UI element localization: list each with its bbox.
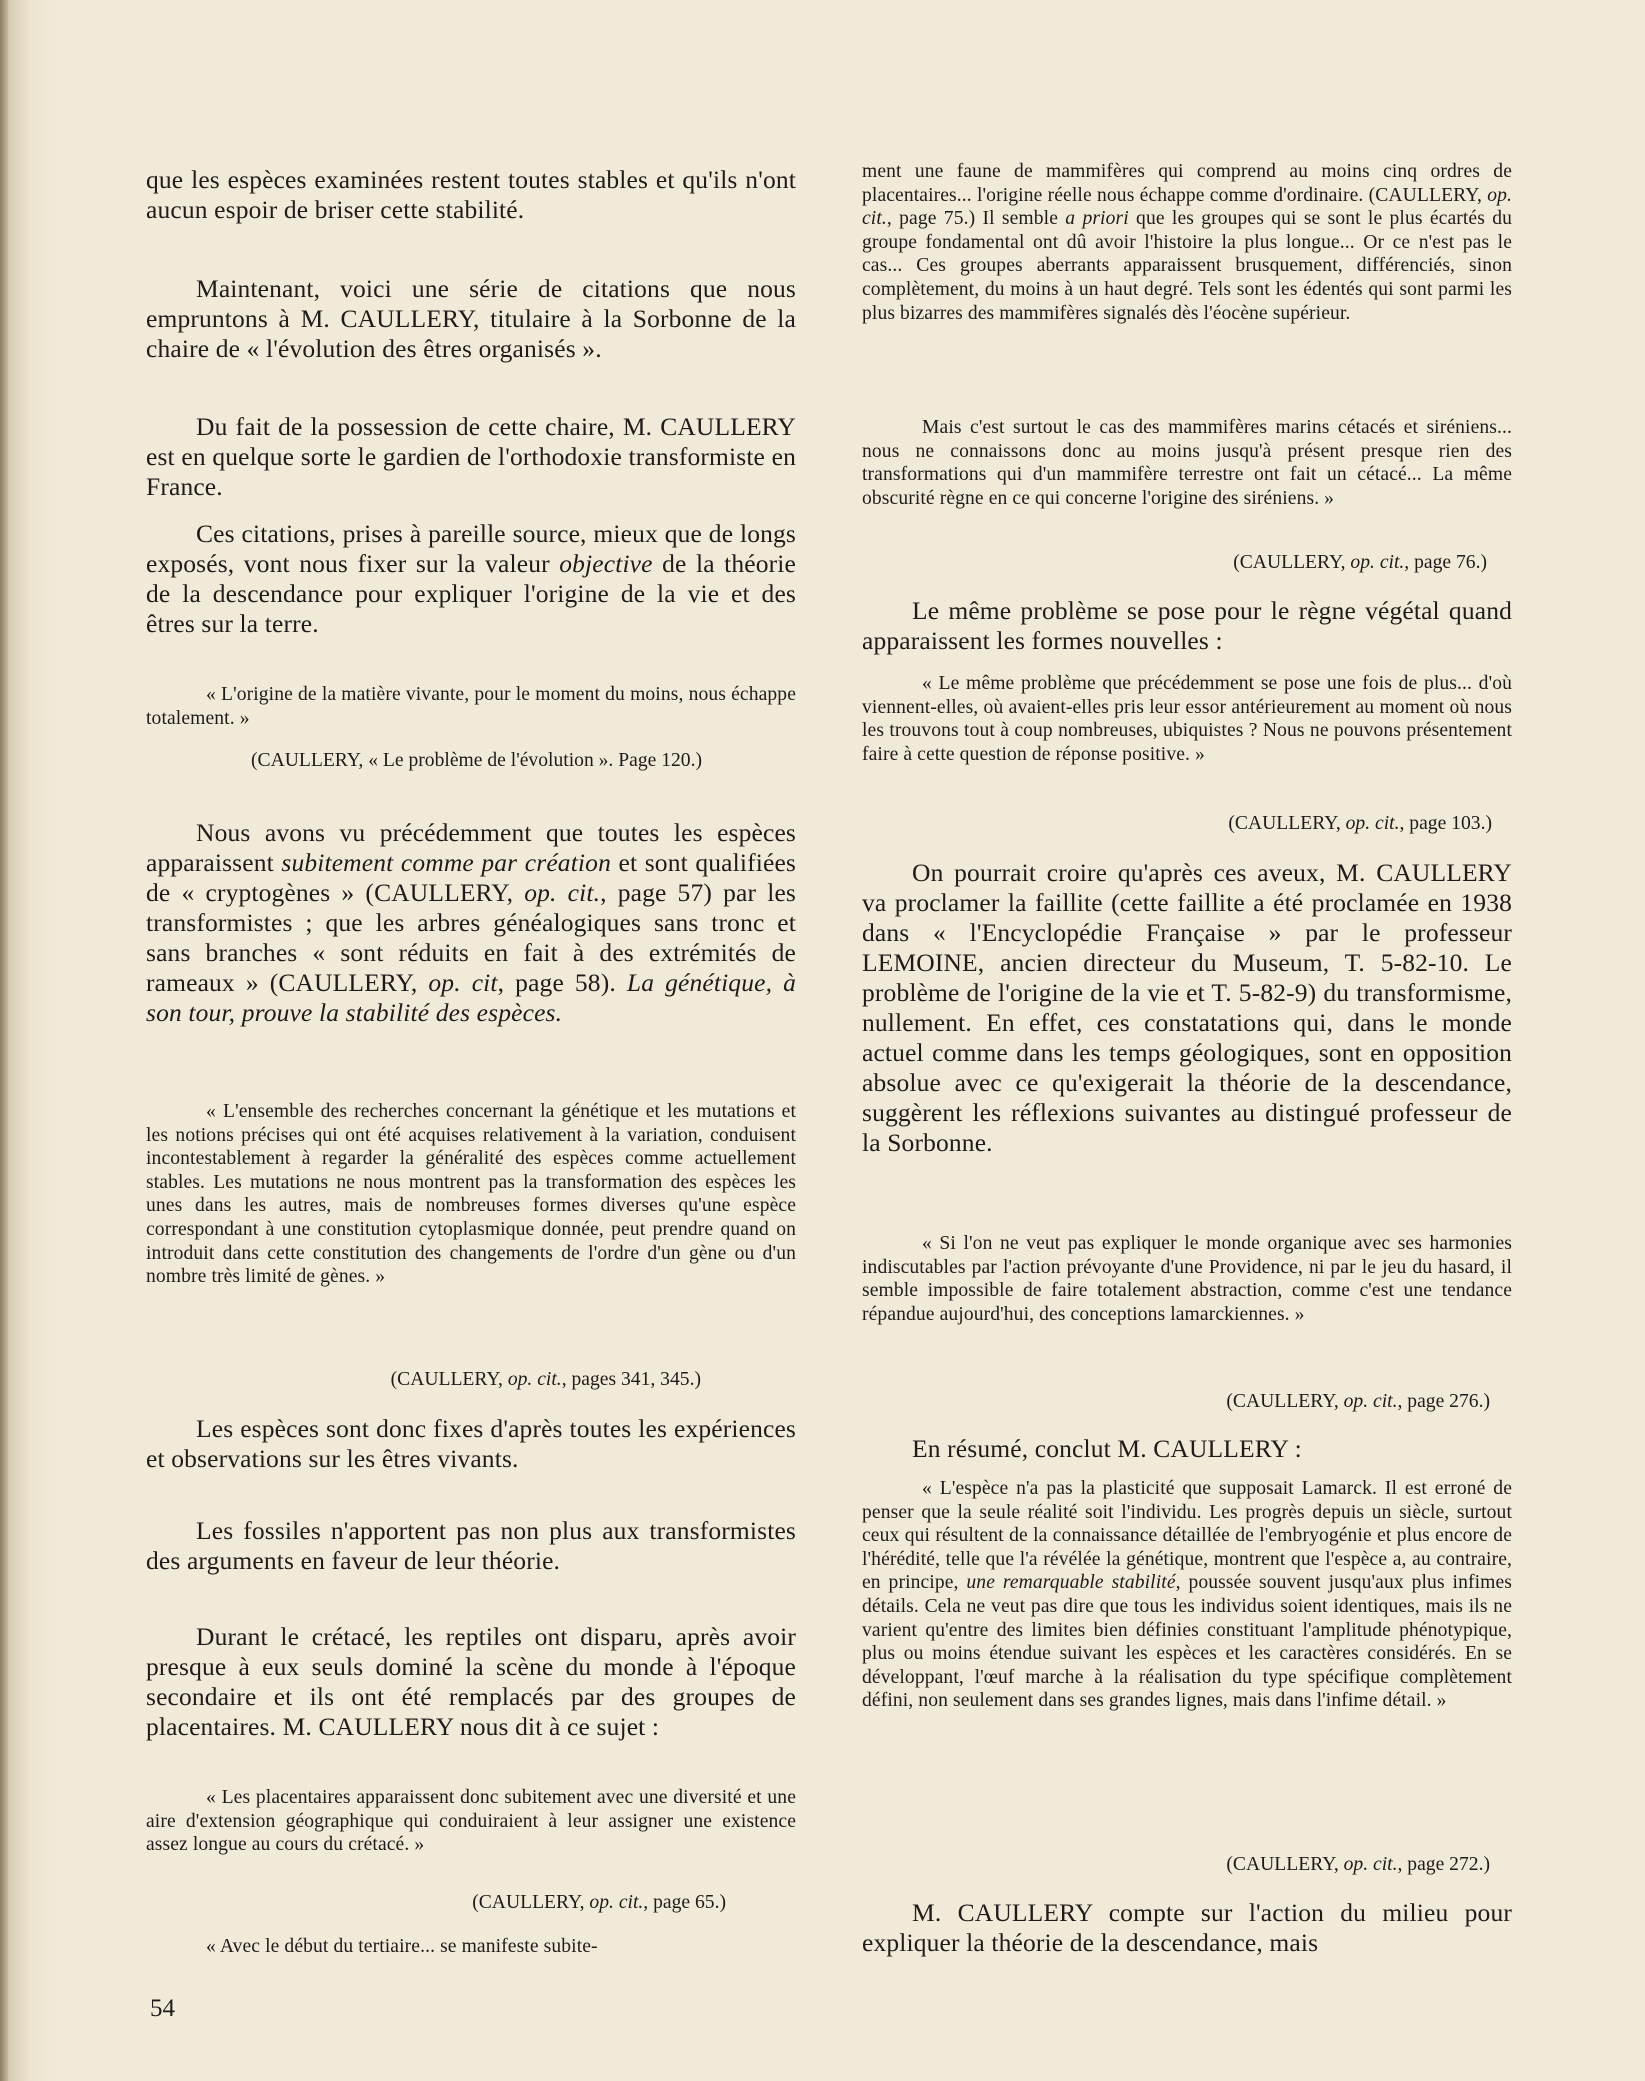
quotation: Mais c'est surtout le cas des mammifères marins cétacés et siréniens... nous ne connaissons donc au moins jusqu'à présent presque rien des transformations qui d'un mammifère terrestre ont fait un cétacé... La même obscurité règne en ce qui concerne l'origine des siréniens. » [862,417,1512,509]
citation: (CAULLERY, op. cit., page 276.) [1226,1391,1490,1412]
paragraph: Nous avons vu précédemment que toutes les espèces apparaissent subitement comme par création et sont qualifiées de « cryptogènes » (CAULLERY, op. cit., page 57) par les transformistes ; que les arbres généalogiques sans tronc et sans branches « sont réduits en fait à des extrémités de rameaux » (CAULLERY, op. cit, page 58). La génétique, à son tour, prouve la stabilité des espèces. [146,818,796,1027]
quotation: « Les placentaires apparaissent donc subitement avec une diversité et une aire d'extension géographique qui conduiraient à leur assigner une existence assez longue au cours du crétacé. » [146,1787,796,1856]
quotation: ment une faune de mammifères qui comprend au moins cinq ordres de placentaires... l'origine réelle nous échappe comme d'ordinaire. (CAULLERY, op. cit., page 75.) Il semble a priori que les groupes qui se sont le plus écartés du groupe fondamental ont dû avoir l'histoire la plus longue... Or ce n'est pas le cas... Ces groupes aberrants apparaissent brusquement, différenciés, sinon complètement, du moins à un haut degré. Tels sont les édentés qui sont parmi les plus bizarres des mammifères signalés dès l'éocène supérieur. [862,161,1512,324]
citation: (CAULLERY, « Le problème de l'évolution ». Page 120.) [251,750,703,771]
paragraph: Ces citations, prises à pareille source, mieux que de longs exposés, vont nous fixer sur la valeur objective de la théorie de la descendance pour expliquer l'origine de la vie et des êtres sur la terre. [146,519,796,638]
book-spine-shadow [0,0,8,2081]
citation: (CAULLERY, op. cit., page 103.) [1228,813,1492,834]
paragraph: Le même problème se pose pour le règne végétal quand apparaissent les formes nouvelles : [862,596,1512,655]
paragraph: Les espèces sont donc fixes d'après toutes les expériences et observations sur les êtres vivants. [146,1414,796,1473]
quotation: « Avec le début du tertiaire... se manifeste subite- [206,1936,598,1957]
citation: (CAULLERY, op. cit., page 272.) [1226,1854,1490,1875]
paragraph: Durant le crétacé, les reptiles ont disparu, après avoir presque à eux seuls dominé la scène du monde à l'époque secondaire et ils ont été remplacés par des groupes de placentaires. M. CAULLERY nous dit à ce sujet : [146,1622,796,1741]
paragraph: que les espèces examinées restent toutes stables et qu'ils n'ont aucun espoir de briser cette stabilité. [146,165,796,224]
citation: (CAULLERY, op. cit., page 65.) [472,1892,726,1913]
quotation: « L'origine de la matière vivante, pour le moment du moins, nous échappe totalement. » [146,684,796,729]
paragraph: On pourrait croire qu'après ces aveux, M. CAULLERY va proclamer la faillite (cette faillite a été proclamée en 1938 dans « l'Encyclopédie Française » par le professeur LEMOINE, ancien directeur du Museum, T. 5-82-10. Le problème de l'origine de la vie et T. 5-82-9) du transformisme, nullement. En effet, ces constatations qui, dans le monde actuel comme dans les temps géologiques, sont en opposition absolue avec ce qu'exigerait la théorie de la descendance, suggèrent les réflexions suivantes au distingué professeur de la Sorbonne. [862,858,1512,1157]
citation: (CAULLERY, op. cit., pages 341, 345.) [390,1369,701,1390]
paragraph: Les fossiles n'apportent pas non plus aux transformistes des arguments en faveur de leur théorie. [146,1516,796,1575]
paragraph: M. CAULLERY compte sur l'action du milieu pour expliquer la théorie de la descendance, mais [862,1898,1512,1957]
quotation: « L'ensemble des recherches concernant la génétique et les mutations et les notions précises qui ont été acquises relativement à la variation, conduisent incontestablement à regarder la généralité des espèces comme actuellement stables. Les mutations ne nous montrent pas la transformation des espèces les unes dans les autres, mais de nombreuses formes diverses qu'une espèce correspondant à une constitution cytoplasmique donnée, peut prendre quand on introduit dans cette constitution des changements de l'ordre d'un gène ou d'un nombre très limité de gènes. » [146,1101,796,1288]
page-number: 54 [150,1995,175,2022]
quotation: « Le même problème que précédemment se pose une fois de plus... d'où viennent-elles, où avaient-elles pris leur essor antérieurement au moment où nous les trouvons tout à coup nombreuses, ubiquistes ? Nous ne pouvons présentement faire à cette question de réponse positive. » [862,673,1512,765]
paragraph: Du fait de la possession de cette chaire, M. CAULLERY est en quelque sorte le gardien de l'orthodoxie transformiste en France. [146,412,796,501]
paragraph: Maintenant, voici une série de citations que nous empruntons à M. CAULLERY, titulaire à la Sorbonne de la chaire de « l'évolution des êtres organisés ». [146,274,796,363]
quotation: « Si l'on ne veut pas expliquer le monde organique avec ses harmonies indiscutables par l'action prévoyante d'une Providence, ni par le jeu du hasard, il semble impossible de faire totalement abstraction, comme c'est une tendance répandue aujourd'hui, des conceptions lamarckiennes. » [862,1233,1512,1325]
quotation: « L'espèce n'a pas la plasticité que supposait Lamarck. Il est erroné de penser que la seule réalité soit l'individu. Les progrès depuis un siècle, surtout ceux qui résultent de la connaissance détaillée de l'embryogénie et plus encore de l'hérédité, telle que l'a révélée la génétique, montrent que l'espèce a, au contraire, en principe, une remarquable stabilité, poussée souvent jusqu'aux plus infimes détails. Cela ne veut pas dire que tous les individus soient identiques, mais ils ne varient qu'entre des limites bien définies constituant l'amplitude phénotypique, plus ou moins étendue suivant les espèces et les caractères considérés. En se développant, l'œuf marche à la réalisation du type spécifique complètement défini, non seulement dans ses grandes lignes, mais dans l'infime détail. » [862,1478,1512,1712]
paragraph: En résumé, conclut M. CAULLERY : [912,1434,1302,1463]
citation: (CAULLERY, op. cit., page 76.) [1233,552,1487,573]
